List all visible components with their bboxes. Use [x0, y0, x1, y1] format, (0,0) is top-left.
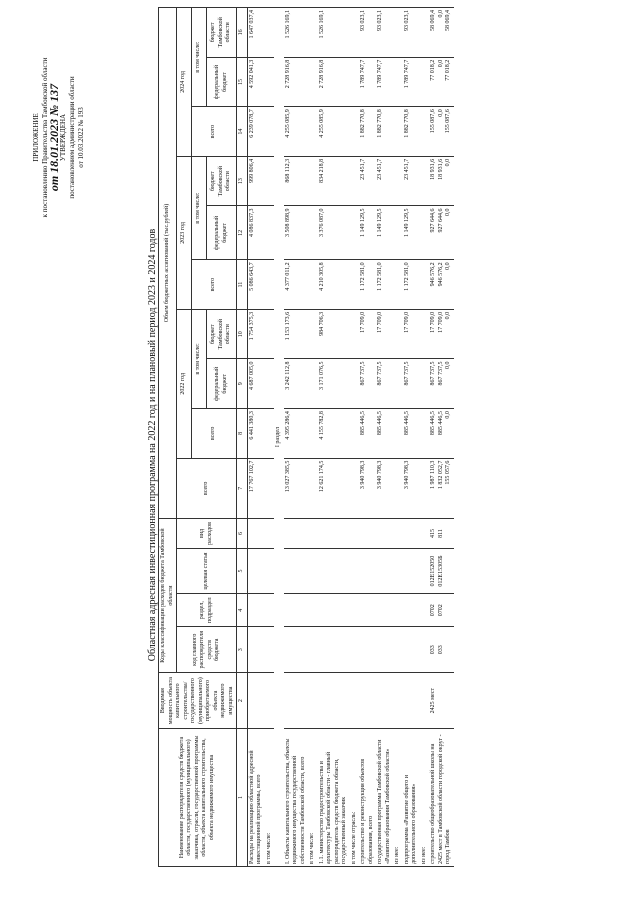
section-label: I раздел [274, 8, 284, 867]
row-amount: 5 086 643,7 [247, 260, 265, 310]
row-amount: 984 706,3 [318, 309, 350, 359]
row-amount: 3 940 798,3 [376, 458, 393, 518]
col-2023-incl: в том числе: [192, 156, 207, 259]
row-razdel-code [284, 594, 309, 627]
row-tselevaya-code [359, 548, 376, 593]
row-amount: 4 155 782,8 [318, 409, 350, 459]
column-number-row [237, 8, 248, 867]
row-amount: 1 789 747,7 [403, 57, 420, 107]
column-number: 7 [237, 458, 248, 518]
row-amount [265, 107, 275, 157]
row-amount [350, 260, 360, 310]
approval-header [32, 20, 86, 255]
row-amount [393, 8, 403, 58]
row-amount [393, 260, 403, 310]
col-vid-header: вид расходов [177, 519, 237, 549]
row-capacity [420, 673, 430, 729]
table-row [359, 8, 376, 867]
row-tselevaya-code [247, 548, 265, 593]
col-grbs-header: код главного распорядителя средств бюджета [177, 627, 237, 673]
row-name: подпрограмма «Развитие общего и дополнительного образования» [403, 729, 420, 867]
row-amount: 1 149 129,5 [376, 206, 393, 260]
row-amount [308, 8, 318, 58]
row-amount: 1 172 581,0 [403, 260, 420, 310]
row-amount [308, 156, 318, 206]
row-amount: 12 621 174,5 [318, 458, 350, 518]
row-amount: 2 728 916,8 [284, 57, 309, 107]
row-vid-code [376, 519, 393, 549]
col-tselevaya-header: целевая статья [177, 548, 237, 593]
row-capacity [376, 673, 393, 729]
row-amount [265, 206, 275, 260]
row-amount: 17 709,0 [359, 309, 376, 359]
row-capacity [247, 673, 265, 729]
row-tselevaya-code [350, 548, 360, 593]
row-amount: 93 023,1 [376, 8, 393, 58]
col-2024-regional: бюджет Тамбовской области [207, 8, 237, 58]
row-vid-code: 415 811 [429, 519, 454, 549]
row-grbs-code [284, 627, 309, 673]
row-amount: 77 018,2 0,0 77 018,2 [429, 57, 454, 107]
row-amount: 17 709,0 [376, 309, 393, 359]
row-amount: 3 508 898,9 [284, 206, 309, 260]
row-vid-code [420, 519, 430, 549]
col-kbk-header: Коды классификации расходов бюджета Тамбовской области [159, 519, 177, 673]
row-amount [265, 57, 275, 107]
col-2024-federal: федеральный бюджет [207, 57, 237, 107]
row-name: из нее: [393, 729, 403, 867]
row-amount: 6 441 380,3 [247, 409, 265, 459]
row-amount: 3 940 798,3 [403, 458, 420, 518]
row-amount: 1 526 169,1 [284, 8, 309, 58]
row-razdel-code [318, 594, 350, 627]
row-amount: 946 576,2 946 576,2 0,0 [429, 260, 454, 310]
col-2022-federal: федеральный бюджет [207, 359, 237, 409]
row-amount [393, 57, 403, 107]
row-amount: 3 242 112,8 [284, 359, 309, 409]
row-name: из нее: [420, 729, 430, 867]
row-amount: 867 737,5 867 737,5 0,0 [429, 359, 454, 409]
row-amount: 4 086 837,3 [247, 206, 265, 260]
row-amount [420, 458, 430, 518]
row-name: 1.1. министерство градостроительства и архитектуры Тамбовской области - главный распорядитель средств бюджета области, государственный заказчик [318, 729, 350, 867]
row-amount: 93 023,1 [403, 8, 420, 58]
row-amount: 3 940 798,3 [359, 458, 376, 518]
row-tselevaya-code [265, 548, 275, 593]
row-name: I. Объекты капитального строительства, объекты недвижимого имущества государственной собственности Тамбовской области, всего [284, 729, 309, 867]
column-number: 13 [237, 156, 248, 206]
row-amount [393, 309, 403, 359]
row-amount [420, 156, 430, 206]
column-number: 14 [237, 107, 248, 157]
row-amount: 23 451,7 [376, 156, 393, 206]
row-capacity [403, 673, 420, 729]
row-capacity [308, 673, 318, 729]
column-number: 9 [237, 359, 248, 409]
row-tselevaya-code [284, 548, 309, 593]
row-amount: 1 647 037,4 [247, 8, 265, 58]
col-2024-incl: в том числе: [192, 8, 207, 107]
row-amount [393, 156, 403, 206]
row-amount: 93 023,1 [359, 8, 376, 58]
table-row [308, 8, 318, 867]
col-name-header: Наименование распорядителя средств бюджета области, государственного (муниципального) заказчика, отрасли, государственной программы области, объекта капитального строительства, объекта недвижимого имущества [159, 729, 237, 867]
row-capacity [359, 673, 376, 729]
row-name: в том числе: [308, 729, 318, 867]
row-amount: 1 754 375,3 [247, 309, 265, 359]
row-amount [393, 206, 403, 260]
row-amount: 1 149 129,5 [359, 206, 376, 260]
row-razdel-code [308, 594, 318, 627]
row-amount: 867 737,5 [376, 359, 393, 409]
row-tselevaya-code: 012E152050 012E15305Б [429, 548, 454, 593]
row-amount: 1 882 770,8 [359, 107, 376, 157]
row-amount [308, 458, 318, 518]
table-row [318, 8, 350, 867]
row-capacity [350, 673, 360, 729]
row-amount [350, 8, 360, 58]
table-row [403, 8, 420, 867]
table-row [247, 8, 265, 867]
row-amount [350, 206, 360, 260]
table-row [376, 8, 393, 867]
row-razdel-code [359, 594, 376, 627]
row-amount: 1 789 747,7 [359, 57, 376, 107]
row-amount: 4 255 085,9 [318, 107, 350, 157]
row-capacity [393, 673, 403, 729]
approved-label: УТВЕРЖДЕНА [59, 113, 67, 162]
column-number: 16 [237, 8, 248, 58]
row-amount: 1 882 770,8 [403, 107, 420, 157]
row-grbs-code [359, 627, 376, 673]
row-grbs-code [350, 627, 360, 673]
row-amount: 927 644,6 927 644,6 0,0 [429, 206, 454, 260]
row-amount [420, 57, 430, 107]
col-total-header: всего [177, 458, 237, 518]
row-capacity [284, 673, 309, 729]
col-2024-header: 2024 год [177, 8, 192, 157]
row-amount: 885 446,5 [359, 409, 376, 459]
row-grbs-code [265, 627, 275, 673]
row-grbs-code [376, 627, 393, 673]
col-2024-total: всего [192, 107, 237, 157]
row-grbs-code [247, 627, 265, 673]
row-amount [350, 156, 360, 206]
row-name: строительство и реконструкция объектов образования, всего [359, 729, 376, 867]
row-vid-code [284, 519, 309, 549]
column-number: 3 [237, 627, 248, 673]
row-amount [420, 359, 430, 409]
column-number: 15 [237, 57, 248, 107]
row-amount [420, 8, 430, 58]
row-name: Расходы на реализацию областной адресной инвестиционной программы, всего [247, 729, 265, 867]
col-razdel-header: раздел, подраздел [177, 594, 237, 627]
row-tselevaya-code [403, 548, 420, 593]
row-amount: 4 255 085,9 [284, 107, 309, 157]
approved-date: от 10.03.2022 № 193 [77, 107, 85, 168]
row-vid-code [359, 519, 376, 549]
row-amount [350, 359, 360, 409]
row-amount [420, 107, 430, 157]
row-amount [350, 107, 360, 157]
row-vid-code [265, 519, 275, 549]
document-title: Областная адресная инвестиционная программа на 2022 год и на плановый период 2023 и 2024 годов [147, 228, 158, 662]
row-amount [265, 260, 275, 310]
row-amount [265, 309, 275, 359]
row-amount: 18 931,6 18 931,6 0,0 [429, 156, 454, 206]
col-2023-total: всего [192, 260, 237, 310]
row-razdel-code [376, 594, 393, 627]
row-amount: 4 592 041,3 [247, 57, 265, 107]
row-amount [393, 359, 403, 409]
row-name: в том числе отрасль: [350, 729, 360, 867]
investment-program-table [158, 7, 454, 867]
row-amount: 1 149 129,5 [403, 206, 420, 260]
row-amount [308, 409, 318, 459]
row-grbs-code [318, 627, 350, 673]
row-vid-code [318, 519, 350, 549]
table-row [420, 8, 430, 867]
row-tselevaya-code [308, 548, 318, 593]
col-2022-regional: бюджет Тамбовской области [207, 309, 237, 359]
col-2022-header: 2022 год [177, 309, 192, 458]
column-number: 1 [237, 729, 248, 867]
row-amount: 58 069,4 0,0 58 069,4 [429, 8, 454, 58]
row-amount [265, 8, 275, 58]
row-vid-code [308, 519, 318, 549]
table-row [393, 8, 403, 867]
row-amount: 2 728 916,8 [318, 57, 350, 107]
row-amount: 1 789 747,7 [376, 57, 393, 107]
row-amount: 834 218,8 [318, 156, 350, 206]
row-name: строительство общеобразовательной школы на 2425 мест в Тамбовской области городской округ - город Тамбов [429, 729, 454, 867]
row-razdel-code [350, 594, 360, 627]
row-amount: 3 376 087,0 [318, 206, 350, 260]
column-number: 11 [237, 260, 248, 310]
row-amount [265, 359, 275, 409]
row-amount [350, 458, 360, 518]
table-row [265, 8, 275, 867]
col-2022-incl: в том числе: [192, 309, 207, 408]
row-tselevaya-code [420, 548, 430, 593]
row-amount [308, 206, 318, 260]
row-amount [265, 409, 275, 459]
decree-reference: к постановлению Правительства Тамбовской области [41, 57, 49, 218]
row-razdel-code [393, 594, 403, 627]
row-amount: 4 377 011,2 [284, 260, 309, 310]
table-body [247, 8, 454, 867]
row-tselevaya-code [393, 548, 403, 593]
handwritten-date-number: от 18.01.2023 № 137 [47, 83, 61, 192]
row-amount: 4 687 005,0 [247, 359, 265, 409]
row-capacity: 2425 мест [429, 673, 454, 729]
row-amount [308, 260, 318, 310]
row-grbs-code [420, 627, 430, 673]
row-vid-code [393, 519, 403, 549]
row-amount: 1 882 770,8 [376, 107, 393, 157]
column-number: 8 [237, 409, 248, 459]
row-amount: 1 987 110,3 1 832 052,7 155 057,6 [429, 458, 454, 518]
row-amount: 999 806,4 [247, 156, 265, 206]
row-amount: 6 239 078,7 [247, 107, 265, 157]
row-amount: 13 027 385,5 [284, 458, 309, 518]
row-grbs-code: 033 033 [429, 627, 454, 673]
row-vid-code [403, 519, 420, 549]
column-number: 12 [237, 206, 248, 260]
col-2023-federal: федеральный бюджет [207, 206, 237, 260]
row-amount [265, 156, 275, 206]
row-amount: 4 395 286,4 [284, 409, 309, 459]
row-amount: 155 087,6 0,0 155 087,6 [429, 107, 454, 157]
row-amount: 17 709,0 17 709,0 0,0 [429, 309, 454, 359]
col-2023-regional: бюджет Тамбовской области [207, 156, 237, 206]
column-number: 4 [237, 594, 248, 627]
row-vid-code [350, 519, 360, 549]
row-name: государственная программа Тамбовской области «Развитие образования Тамбовской области» [376, 729, 393, 867]
row-amount [265, 458, 275, 518]
row-amount [350, 309, 360, 359]
row-grbs-code [393, 627, 403, 673]
row-amount: 3 171 076,5 [318, 359, 350, 409]
row-amount: 867 737,5 [403, 359, 420, 409]
row-razdel-code [403, 594, 420, 627]
row-amount [308, 359, 318, 409]
row-capacity [318, 673, 350, 729]
row-razdel-code [420, 594, 430, 627]
row-amount [393, 409, 403, 459]
row-grbs-code [308, 627, 318, 673]
table-row [350, 8, 360, 867]
row-amount: 868 112,3 [284, 156, 309, 206]
row-amount [393, 107, 403, 157]
row-amount: 17 767 102,7 [247, 458, 265, 518]
row-amount [350, 57, 360, 107]
row-amount [420, 206, 430, 260]
row-amount: 23 451,7 [359, 156, 376, 206]
col-volume-header: Объем бюджетных ассигнований (тыс.рублей) [159, 8, 177, 519]
row-amount: 1 172 581,0 [376, 260, 393, 310]
col-2022-total: всего [192, 409, 237, 459]
row-amount: 4 210 305,8 [318, 260, 350, 310]
row-razdel-code: 0702 0702 [429, 594, 454, 627]
row-amount: 885 446,5 [376, 409, 393, 459]
row-razdel-code [265, 594, 275, 627]
row-name: в том числе: [265, 729, 275, 867]
row-amount [420, 309, 430, 359]
row-amount [393, 458, 403, 518]
row-tselevaya-code [376, 548, 393, 593]
approved-by: постановлением администрации области [68, 76, 76, 199]
appendix-label: ПРИЛОЖЕНИЕ [32, 113, 40, 162]
row-amount: 867 737,5 [359, 359, 376, 409]
row-amount [350, 409, 360, 459]
table-row [429, 8, 454, 867]
row-vid-code [247, 519, 265, 549]
row-amount [308, 107, 318, 157]
row-amount [308, 309, 318, 359]
column-number: 5 [237, 548, 248, 593]
row-razdel-code [247, 594, 265, 627]
row-tselevaya-code [318, 548, 350, 593]
row-amount: 885 446,5 [403, 409, 420, 459]
row-amount [308, 57, 318, 107]
col-2023-header: 2023 год [177, 156, 192, 309]
column-number: 2 [237, 673, 248, 729]
row-grbs-code [403, 627, 420, 673]
row-amount: 17 709,0 [403, 309, 420, 359]
column-number: 10 [237, 309, 248, 359]
column-number: 6 [237, 519, 248, 549]
row-amount [420, 260, 430, 310]
row-capacity [265, 673, 275, 729]
row-amount [420, 409, 430, 459]
row-amount: 1 526 169,1 [318, 8, 350, 58]
row-amount: 1 153 173,6 [284, 309, 309, 359]
col-capacity-header: Вводимая мощность объекта капитального строительства/государственного (муниципального) приобретаемого объекта недвижимого имущества [159, 673, 237, 729]
row-amount: 23 451,7 [403, 156, 420, 206]
row-amount: 1 172 581,0 [359, 260, 376, 310]
table-row [284, 8, 309, 867]
row-amount: 885 446,5 885 446,5 0,0 [429, 409, 454, 459]
